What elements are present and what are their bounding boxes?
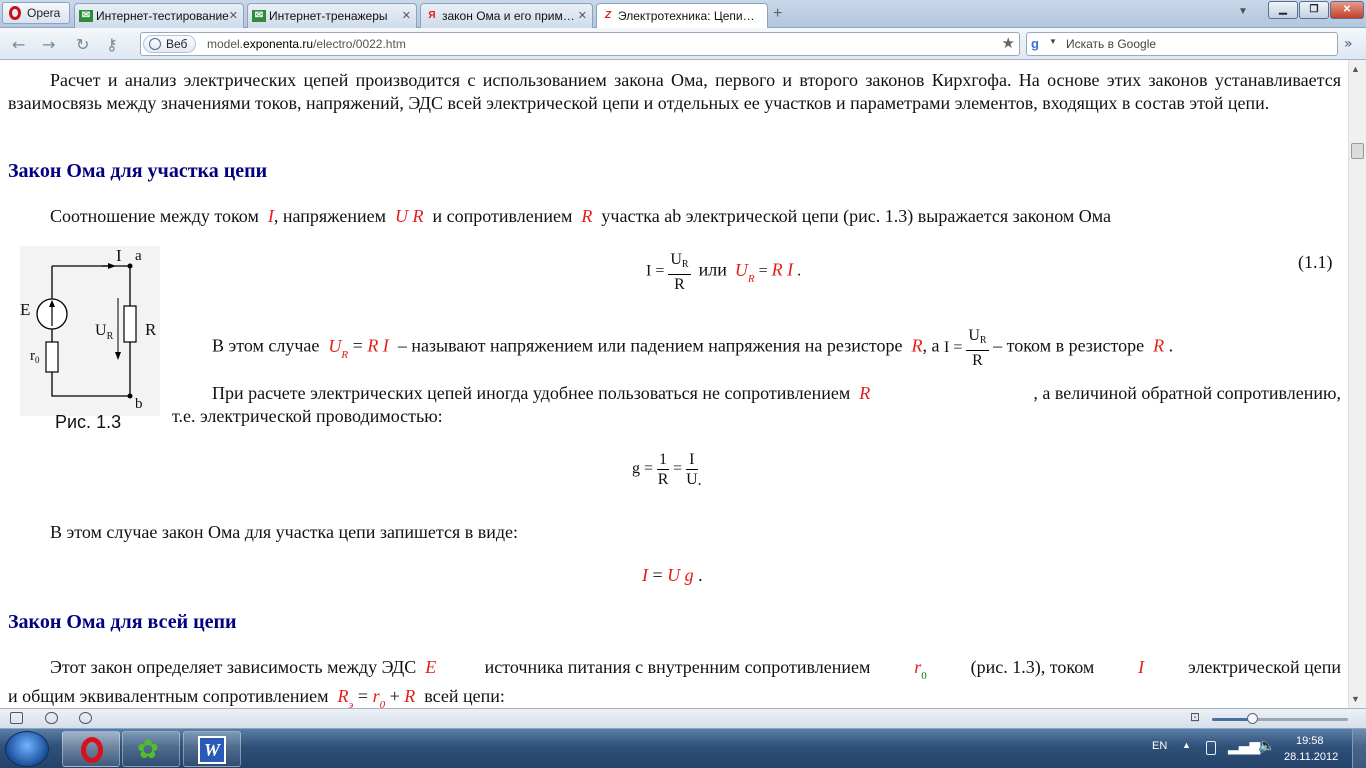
text: всей цепи: <box>424 686 505 706</box>
vertical-scrollbar[interactable] <box>1348 60 1366 708</box>
taskbar-word[interactable] <box>183 731 241 767</box>
cloud-icon[interactable] <box>45 712 58 724</box>
tray-expand-icon[interactable]: ▲ <box>1182 740 1191 750</box>
heading-ohm-law-section: Закон Ома для участка цепи <box>8 160 268 182</box>
word-icon: W <box>198 736 226 764</box>
icq-flower-icon: ✿ <box>137 735 159 765</box>
opera-menu-label: Opera <box>27 6 61 20</box>
opera-menu-button[interactable] <box>2 2 70 24</box>
conductance-paragraph-line1 <box>212 383 1341 404</box>
var-I: I <box>1138 657 1145 677</box>
text: и общим эквивалентным сопротивлением <box>8 686 329 706</box>
intro-paragraph: Расчет и анализ электрических цепей производится с использованием закона Ома, первого и второго законов Кирхгофа. На основе этих законов устанавливается взаимосвязь между значениями токов, напряжений, ЭДС всей электрической цепи и отдельных ее участков и параметрами элементов, входящих в состав этой цепи. <box>8 70 1341 113</box>
url-domain: exponenta.ru <box>243 37 314 51</box>
text: или <box>698 259 727 280</box>
var-E: E <box>425 657 437 677</box>
new-tab-icon[interactable]: + <box>773 5 783 22</box>
text <box>50 657 441 682</box>
var-R: R <box>859 383 871 403</box>
volume-icon[interactable]: 🔈 <box>1258 738 1276 754</box>
page-content <box>0 60 1348 708</box>
close-icon[interactable]: ✕ <box>577 10 587 22</box>
conductance-formula: g = $\frac{1}{R}$ = $\frac{I}{U}$ . <box>632 451 702 490</box>
search-field[interactable] <box>1026 32 1338 56</box>
text: электрической цепи <box>1188 657 1341 677</box>
taskbar-opera[interactable] <box>62 731 120 767</box>
tab-electrotechnics[interactable] <box>596 3 768 28</box>
clock-date[interactable]: 28.11.2012 <box>1284 751 1339 763</box>
text: В этом случае <box>212 335 320 356</box>
url-prefix: model. <box>207 37 244 51</box>
var-I: I <box>267 206 274 226</box>
text: и сопротивлением <box>432 206 573 226</box>
text: источника питания с внутренним сопротивлением <box>484 657 871 677</box>
full-circuit-paragraph-line1 <box>50 657 1341 682</box>
text: – током в резисторе <box>993 335 1145 356</box>
text: , напряжением <box>273 206 386 226</box>
maximize-button[interactable]: ❐ <box>1299 1 1329 19</box>
view-icon[interactable]: ⊡ <box>1190 710 1201 724</box>
text: , а величиной обратной сопротивлению, <box>1033 383 1341 403</box>
ohm-law-statement <box>50 206 1111 227</box>
yandex-icon: Я <box>428 10 436 21</box>
scroll-down-icon[interactable]: ▼ <box>1351 694 1360 704</box>
ohm-conductance-paragraph: В этом случае закон Ома для участка цепи запишется в виде: <box>50 522 519 542</box>
text: Этот закон определяет зависимость между ЭДС <box>50 657 417 677</box>
var-r0: $r_0$ <box>914 657 927 682</box>
forward-arrow-icon[interactable]: → <box>42 35 56 54</box>
figure-label-R: R <box>145 320 157 339</box>
bookmark-star-icon[interactable]: ★ <box>1001 35 1015 52</box>
var-R: R <box>911 335 923 356</box>
var-RI: R I <box>367 335 389 356</box>
back-arrow-icon[interactable]: ← <box>12 35 26 54</box>
minimize-button[interactable]: ▁ <box>1268 1 1298 19</box>
figure-label-r0 <box>30 348 40 365</box>
key-icon[interactable]: ⚷ <box>106 35 118 54</box>
zoom-slider-knob[interactable] <box>1247 713 1258 724</box>
text <box>212 383 870 404</box>
var-UR: U R <box>395 206 424 226</box>
figure-label-a: a <box>135 248 142 264</box>
formula-current: I = $\frac{UR}{R}$ <box>943 327 987 369</box>
tab-bar <box>0 0 1366 28</box>
equation-number: (1.1) <box>1298 252 1333 272</box>
internet-testing-icon: ✉ <box>79 10 93 22</box>
text: участка ab электрической цепи (рис. 1.3) выражается законом Ома <box>601 206 1112 226</box>
network-signal-icon[interactable]: ▂▄▆ <box>1228 739 1261 755</box>
battery-icon[interactable] <box>1206 741 1216 755</box>
var-R: R <box>1153 335 1165 356</box>
heading-full-circuit: Закон Ома для всей цепи <box>8 611 237 633</box>
browser-status-bar <box>0 708 1366 728</box>
figure-label-b: b <box>135 396 143 412</box>
full-circuit-paragraph-line2: и общим эквивалентным сопротивлением $R_э = r_0 + R$ всей цепи: <box>8 686 505 708</box>
var-UR: $U_R$ <box>328 335 349 361</box>
close-window-button[interactable]: ✕ <box>1330 1 1364 19</box>
var-Req: $R_э$ <box>337 686 354 708</box>
formula-I-Ug: I = U g . <box>642 565 703 585</box>
taskbar-icq[interactable] <box>122 731 180 767</box>
tab-label: Интернет-тестирование <box>96 9 229 23</box>
internet-trainer-icon: ✉ <box>252 10 266 22</box>
globe-icon <box>149 38 161 50</box>
address-bar[interactable] <box>140 32 1020 56</box>
var-UR: $U_R$ <box>734 259 755 285</box>
web-badge-label: Веб <box>166 37 188 51</box>
panel-toggle-icon[interactable]: » <box>1344 36 1353 52</box>
text: 0 <box>35 355 40 365</box>
tab-internet-testing[interactable] <box>74 3 244 28</box>
scrollbar-thumb[interactable] <box>1351 143 1364 159</box>
search-placeholder: Искать в Google <box>1066 37 1157 51</box>
opera-logo-icon <box>9 6 21 20</box>
url-path: /electro/0022.htm <box>313 37 406 51</box>
text: U <box>95 322 107 339</box>
text: При расчете электрических цепей иногда удобнее пользоваться не сопротивлением <box>212 383 851 403</box>
text: R <box>106 331 114 342</box>
figure-label-I: I <box>116 246 122 265</box>
url-text[interactable] <box>207 37 406 51</box>
var-RI: R I <box>771 259 794 280</box>
language-indicator[interactable]: EN <box>1152 740 1168 752</box>
scroll-up-icon[interactable]: ▲ <box>1351 64 1360 74</box>
text <box>914 657 927 682</box>
circuit-figure <box>20 246 160 436</box>
tab-label: Электротехника: Цепи… <box>618 9 755 23</box>
tab-menu-chevron-down-icon[interactable]: ▼ <box>1238 6 1248 17</box>
google-icon: g <box>1031 36 1039 51</box>
tab-ohm-law-search[interactable] <box>420 3 593 28</box>
tab-internet-trainer[interactable] <box>247 3 417 28</box>
text: r <box>30 348 35 364</box>
navigation-bar <box>0 28 1366 60</box>
var-R: R <box>581 206 593 226</box>
chevron-down-icon[interactable]: ▼ <box>1049 37 1057 46</box>
text: Соотношение между током <box>50 206 259 226</box>
show-desktop-button[interactable] <box>1352 729 1366 768</box>
tab-label: закон Ома и его прим… <box>442 9 575 23</box>
circuit-diagram <box>20 246 160 416</box>
fraction-ur-over-r: $\frac{UR}{R}$ <box>670 251 689 293</box>
close-icon[interactable]: ✕ <box>228 10 238 22</box>
reload-icon[interactable]: ↻ <box>76 35 90 54</box>
tab-label: Интернет-тренажеры <box>269 9 388 23</box>
web-badge[interactable] <box>143 35 196 53</box>
text: – называют напряжением или падением напряжения на резисторе <box>397 335 903 356</box>
panel-toggle-icon[interactable] <box>10 712 23 724</box>
clock-time[interactable]: 19:58 <box>1296 735 1324 747</box>
equation-1-1: I = $\frac{UR}{R}$ или $U_R = R$ I . <box>646 251 802 293</box>
speed-icon[interactable] <box>79 712 92 724</box>
opera-icon <box>81 737 103 763</box>
conductance-paragraph-line2: т.е. электрической проводимостью: <box>172 406 443 426</box>
voltage-drop-paragraph: В этом случае $U_R = R$ I – называют напряжением или падением напряжения на резисторе R, а I = $\frac{UR}{R}$ – током в резисторе R . <box>212 327 1174 369</box>
close-icon[interactable]: ✕ <box>401 10 411 22</box>
zoom-slider-fill <box>1212 718 1252 721</box>
figure-caption: Рис. 1.3 <box>55 412 122 432</box>
exponenta-icon: Z <box>604 10 612 21</box>
text: , а <box>922 335 940 356</box>
windows-taskbar <box>0 728 1366 768</box>
figure-label-UR <box>95 322 113 342</box>
start-button[interactable] <box>5 731 49 767</box>
text: (рис. 1.3), током <box>970 657 1095 677</box>
figure-label-E: E <box>20 300 31 319</box>
